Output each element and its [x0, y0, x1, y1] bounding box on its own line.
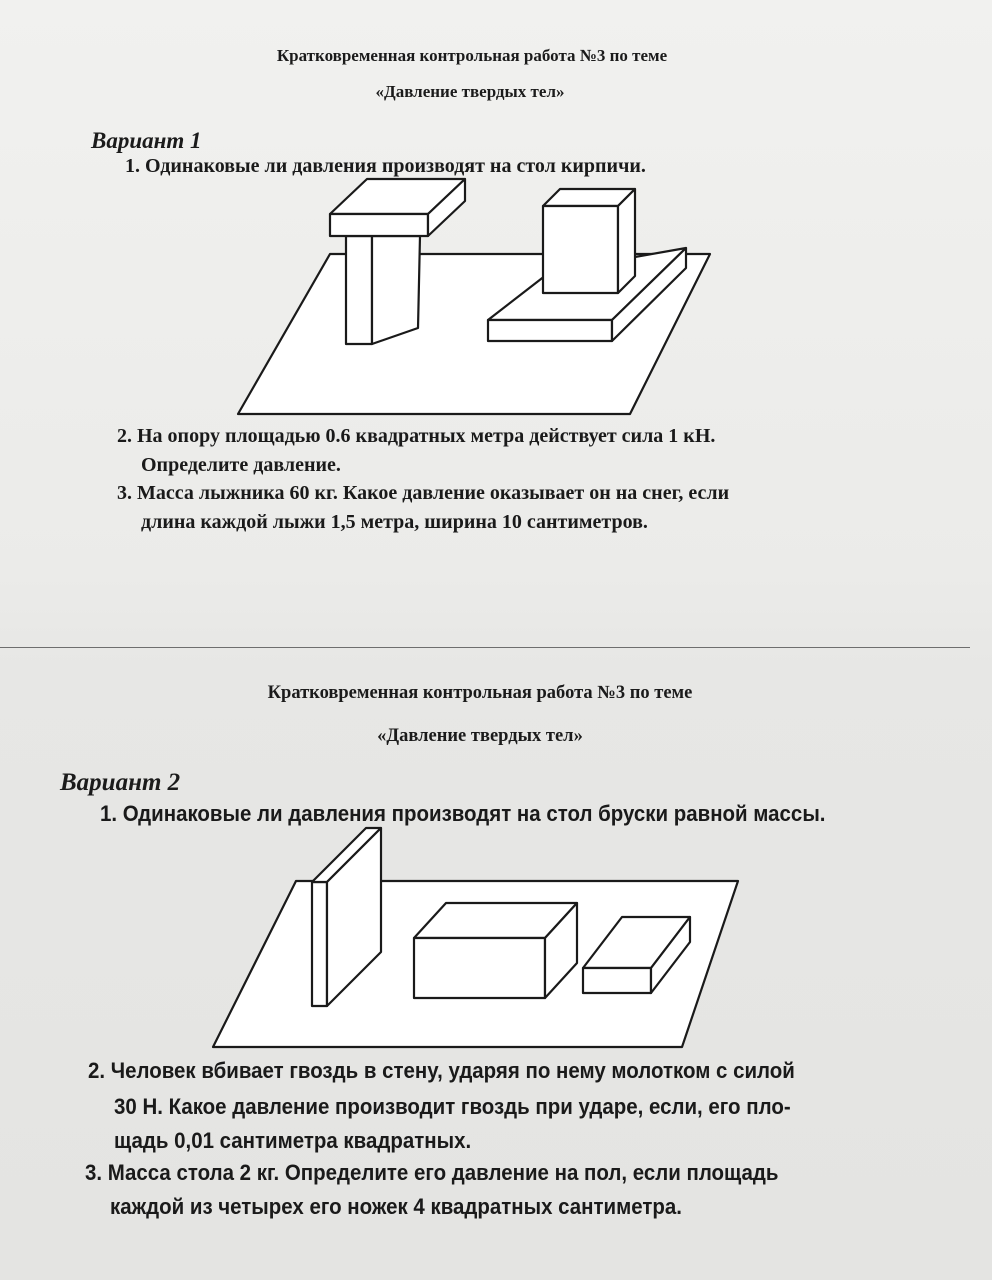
v2-question-1: 1. Одинаковые ли давления производят на стол бруски равной массы. — [100, 801, 826, 826]
variant-2-heading: Вариант 2 — [60, 769, 181, 796]
block-vertical-front — [312, 882, 327, 1006]
v2-question-2-line1: 2. Человек вбивает гвоздь в стену, ударяя по нему молотком с силой — [88, 1058, 795, 1083]
v1-question-2-line2: Определите давление. — [141, 454, 341, 476]
v1-question-2-line1: 2. На опору площадью 0.6 квадратных метра действует сила 1 кН. — [117, 425, 716, 447]
sheet2-title-line2: «Давление твердых тел» — [377, 726, 583, 746]
variant-1-heading: Вариант 1 — [91, 128, 202, 153]
block-small-front — [583, 968, 651, 993]
sheet1-title-line1: Кратковременная контрольная работа №3 по теме — [276, 46, 668, 65]
v1-question-3-line1: 3. Масса лыжника 60 кг. Какое давление оказывает он на снег, если — [117, 482, 730, 504]
sheet2-title-line1: Кратковременная контрольная работа №3 по теме — [267, 683, 693, 703]
v2-question-3-line2: каждой из четырех его ножек 4 квадратных сантиметра. — [110, 1194, 682, 1219]
v1-question-1: 1. Одинаковые ли давления производят на стол кирпичи. — [125, 155, 646, 177]
sheet1-title-line2: «Давление твердых тел» — [375, 82, 565, 101]
v2-question-3-line1: 3. Масса стола 2 кг. Определите его давление на пол, если площадь — [85, 1160, 779, 1185]
v1-question-3-line2: длина каждой лыжи 1,5 метра, ширина 10 сантиметров. — [141, 511, 648, 533]
v2-question-2-line3: щадь 0,01 сантиметра квадратных. — [114, 1128, 472, 1153]
block-medium-front — [414, 938, 545, 998]
v2-question-2-line2: 30 Н. Какое давление производит гвоздь при ударе, если, его пло- — [114, 1094, 791, 1119]
